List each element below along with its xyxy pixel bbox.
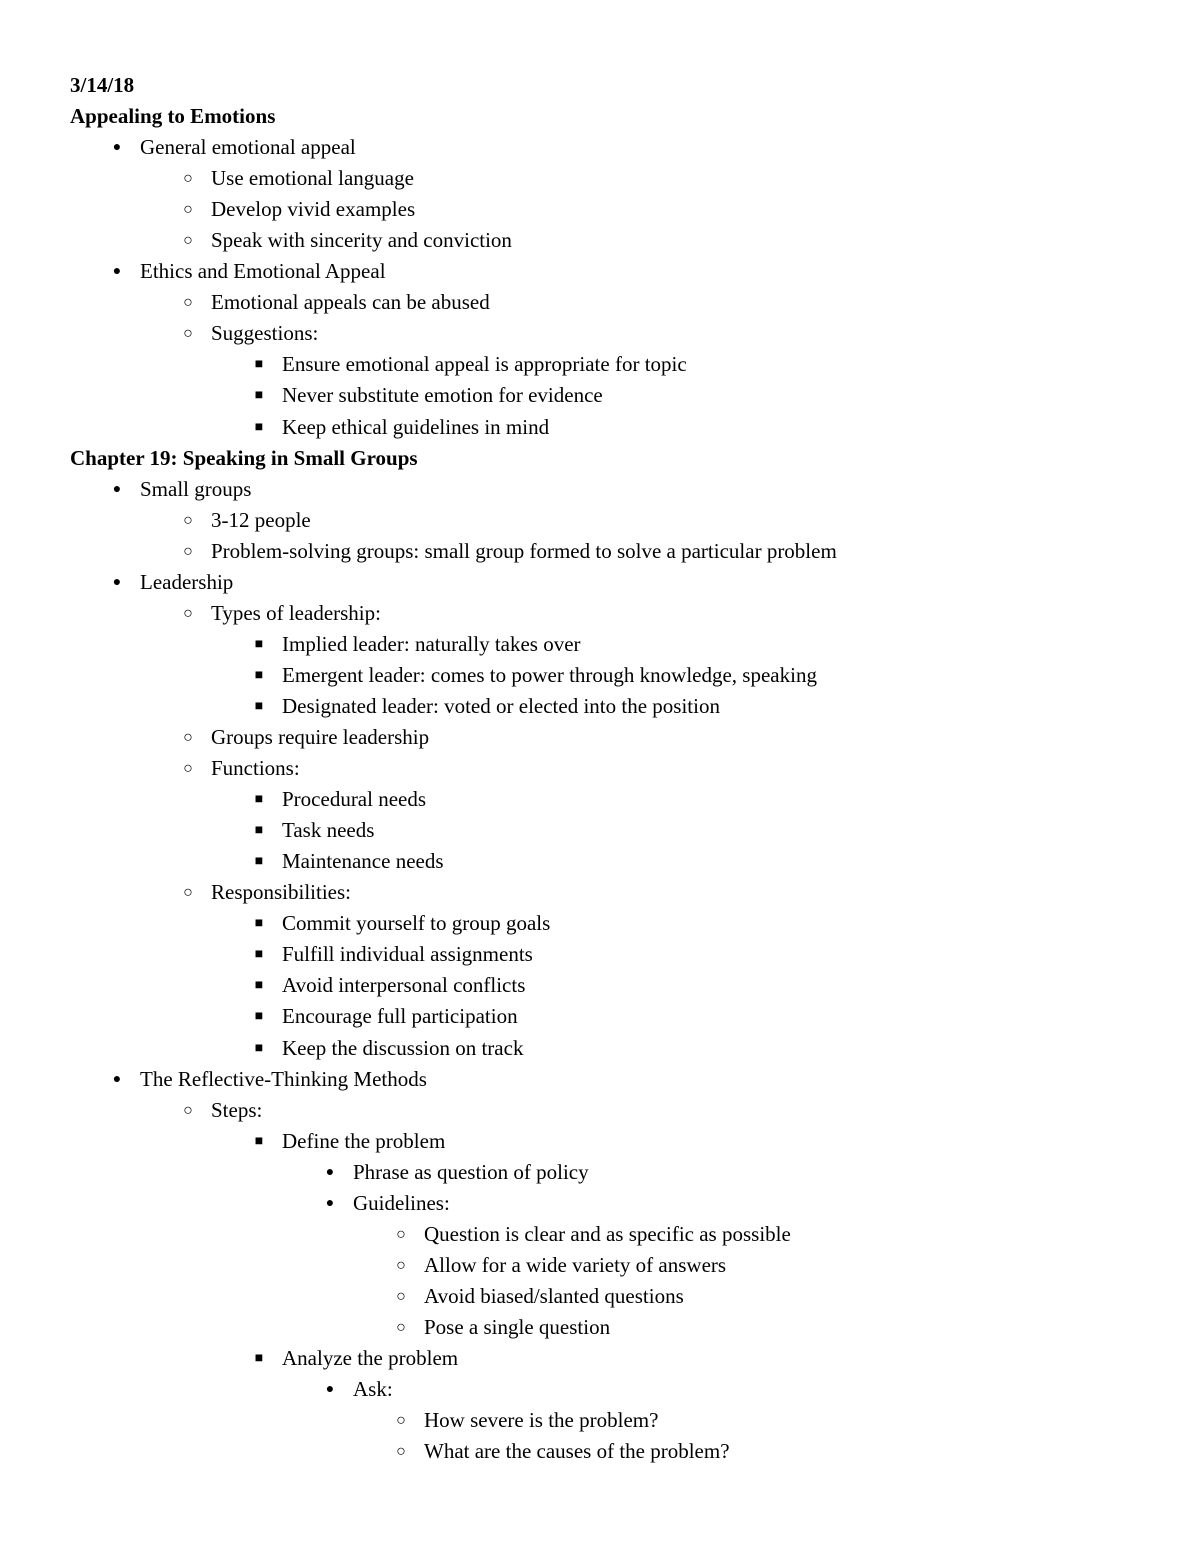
list-item <box>0 846 1200 877</box>
square-bullet-icon: ■ <box>254 419 264 435</box>
square-bullet-icon: ■ <box>254 1351 264 1366</box>
circle-bullet-icon: ○ <box>396 1412 406 1430</box>
circle-bullet-icon: ○ <box>183 1101 193 1119</box>
list-item-text: Analyze the problem <box>282 1346 459 1370</box>
square-bullet-icon: ■ <box>254 823 264 839</box>
square-bullet-icon: ■ <box>254 978 264 994</box>
circle-bullet-icon: ○ <box>183 542 193 560</box>
square-bullet-icon: ■ <box>254 698 264 714</box>
disc-bullet-icon: ● <box>112 574 122 590</box>
circle-bullet-icon: ○ <box>183 604 193 622</box>
list-item <box>0 722 1200 753</box>
list-item <box>0 318 1200 349</box>
square-bullet-icon: ■ <box>254 1133 264 1149</box>
list-item-text: Encourage full participation <box>282 1004 518 1029</box>
list-item-text: Guidelines: <box>353 1190 450 1215</box>
list-item <box>0 598 1200 629</box>
list-item <box>0 194 1200 225</box>
list-item-text: Functions: <box>211 756 300 781</box>
list-item <box>0 1250 1200 1281</box>
square-bullet-icon: ■ <box>254 854 264 870</box>
list-item <box>0 629 1200 660</box>
circle-bullet-icon: ○ <box>183 201 193 219</box>
circle-bullet-icon: ○ <box>183 760 193 778</box>
list-item-text: General emotional appeal <box>140 135 356 160</box>
list-item-text: Phrase as question of policy <box>353 1159 589 1184</box>
list-item-text: Ethics and Emotional Appeal <box>140 259 386 284</box>
document-date <box>0 70 1200 101</box>
list-item <box>0 1188 1200 1219</box>
list-item <box>0 536 1200 567</box>
list-item <box>0 660 1200 691</box>
list-item-text: How severe is the problem? <box>424 1408 659 1433</box>
list-item <box>0 784 1200 815</box>
square-bullet-icon: ■ <box>254 357 264 373</box>
list-item-text: Allow for a wide variety of answers <box>424 1252 727 1277</box>
square-bullet-icon: ■ <box>254 636 264 652</box>
disc-bullet-icon: ● <box>325 1164 335 1180</box>
heading-text: Appealing to Emotions <box>70 104 276 128</box>
disc-bullet-icon: ● <box>112 264 122 280</box>
circle-bullet-icon: ○ <box>183 325 193 343</box>
list-item <box>0 256 1200 287</box>
heading-text: Chapter 19: Speaking in Small Groups <box>70 445 418 470</box>
list-item-text: Define the problem <box>282 1128 446 1153</box>
list-item <box>0 1157 1200 1188</box>
list-item-text: Commit yourself to group goals <box>282 911 551 936</box>
list-item-text: Emotional appeals can be abused <box>211 290 490 315</box>
list-item <box>0 1064 1200 1095</box>
list-item-text: Develop vivid examples <box>211 197 416 222</box>
list-item-text: Question is clear and as specific as possible <box>424 1221 791 1246</box>
circle-bullet-icon: ○ <box>396 1318 406 1336</box>
list-item-text: Implied leader: naturally takes over <box>282 631 581 656</box>
list-item <box>0 1219 1200 1250</box>
list-item <box>0 939 1200 970</box>
list-item <box>0 1001 1200 1032</box>
list-item <box>0 1281 1200 1312</box>
list-item-text: Ensure emotional appeal is appropriate for topic <box>282 352 687 377</box>
circle-bullet-icon: ○ <box>183 170 193 188</box>
list-item <box>0 970 1200 1001</box>
list-item <box>0 1095 1200 1126</box>
list-item-text: Maintenance needs <box>282 849 444 874</box>
circle-bullet-icon: ○ <box>183 232 193 250</box>
disc-bullet-icon: ● <box>112 140 122 156</box>
list-item-text: Avoid interpersonal conflicts <box>282 973 526 998</box>
list-item <box>0 691 1200 722</box>
list-item <box>0 1126 1200 1157</box>
list-item <box>0 225 1200 256</box>
square-bullet-icon: ■ <box>254 1040 264 1056</box>
square-bullet-icon: ■ <box>254 388 264 404</box>
list-item <box>0 1312 1200 1343</box>
list-item <box>0 287 1200 318</box>
disc-bullet-icon: ● <box>325 1195 335 1211</box>
list-item <box>0 1436 1200 1467</box>
square-bullet-icon: ■ <box>254 916 264 932</box>
list-item <box>0 380 1200 411</box>
circle-bullet-icon: ○ <box>183 294 193 312</box>
list-item <box>0 1343 1200 1374</box>
list-item-text: Types of leadership: <box>211 600 381 625</box>
list-item-text: What are the causes of the problem? <box>424 1439 730 1464</box>
circle-bullet-icon: ○ <box>396 1443 406 1461</box>
list-item <box>0 505 1200 536</box>
list-item-text: Keep ethical guidelines in mind <box>282 414 550 439</box>
list-item <box>0 474 1200 505</box>
date-text: 3/14/18 <box>70 73 135 97</box>
square-bullet-icon: ■ <box>254 667 264 683</box>
list-item-text: Designated leader: voted or elected into the position <box>282 693 720 718</box>
circle-bullet-icon: ○ <box>183 511 193 529</box>
list-item <box>0 349 1200 380</box>
list-item <box>0 132 1200 163</box>
list-item-text: Suggestions: <box>211 321 319 346</box>
list-item-text: Avoid biased/slanted questions <box>424 1283 684 1308</box>
list-item <box>0 908 1200 939</box>
list-item-text: Problem-solving groups: small group formed to solve a particular problem <box>211 538 837 563</box>
list-item-text: Steps: <box>211 1097 263 1122</box>
disc-bullet-icon: ● <box>325 1382 335 1398</box>
list-item-text: Fulfill individual assignments <box>282 942 533 967</box>
square-bullet-icon: ■ <box>254 1009 264 1025</box>
list-item-text: The Reflective-Thinking Methods <box>140 1066 427 1091</box>
circle-bullet-icon: ○ <box>396 1287 406 1305</box>
list-item <box>0 877 1200 908</box>
list-item <box>0 1405 1200 1436</box>
list-item-text: Task needs <box>282 818 375 843</box>
circle-bullet-icon: ○ <box>183 729 193 746</box>
list-item <box>0 163 1200 194</box>
list-item <box>0 412 1200 443</box>
list-item-text: Pose a single question <box>424 1314 611 1339</box>
square-bullet-icon: ■ <box>254 947 264 963</box>
list-item-text: Never substitute emotion for evidence <box>282 383 603 408</box>
list-item-text: Keep the discussion on track <box>282 1035 524 1060</box>
section-heading <box>0 101 1200 132</box>
list-item <box>0 567 1200 598</box>
square-bullet-icon: ■ <box>254 792 264 808</box>
list-item-text: Small groups <box>140 476 252 501</box>
list-item <box>0 1033 1200 1064</box>
list-item <box>0 1374 1200 1405</box>
list-item-text: Leadership <box>140 569 234 594</box>
list-item <box>0 753 1200 784</box>
list-item-text: Speak with sincerity and conviction <box>211 228 512 253</box>
list-item-text: Procedural needs <box>282 787 427 812</box>
list-item <box>0 815 1200 846</box>
list-item-text: Emergent leader: comes to power through knowledge, speaking <box>282 662 817 687</box>
circle-bullet-icon: ○ <box>183 884 193 902</box>
circle-bullet-icon: ○ <box>396 1256 406 1274</box>
list-item-text: Responsibilities: <box>211 880 352 905</box>
disc-bullet-icon: ● <box>112 481 122 497</box>
list-item-text: Ask: <box>353 1377 393 1402</box>
disc-bullet-icon: ● <box>112 1071 122 1087</box>
list-item-text: Groups require leadership <box>211 725 430 749</box>
list-item-text: 3-12 people <box>211 507 311 532</box>
list-item-text: Use emotional language <box>211 166 414 191</box>
section-heading <box>0 443 1200 474</box>
circle-bullet-icon: ○ <box>396 1225 406 1243</box>
